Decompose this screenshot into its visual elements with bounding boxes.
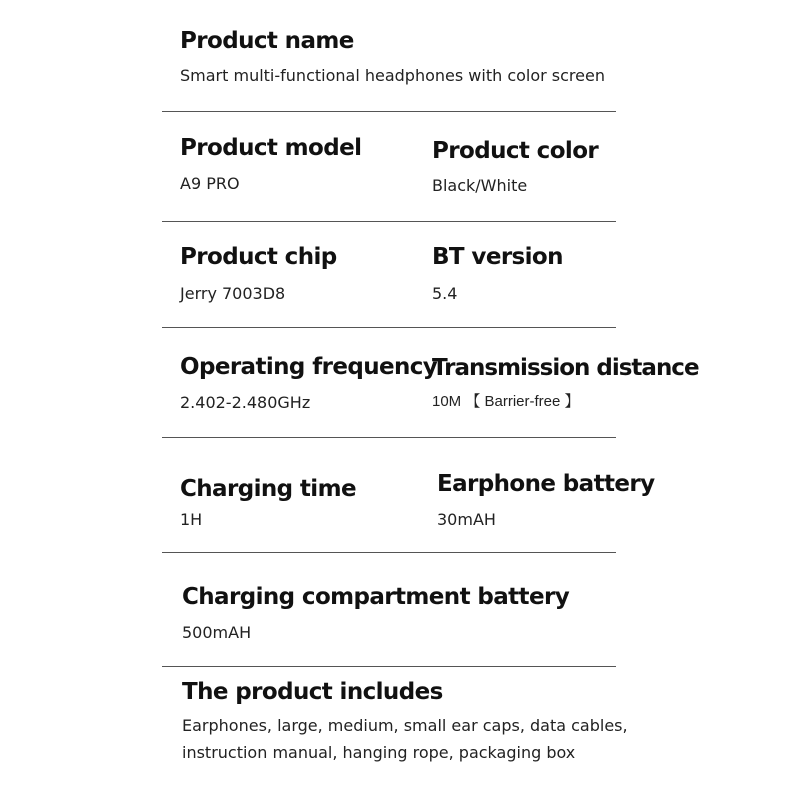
product-name-value: Smart multi-functional headphones with color screen <box>180 66 605 85</box>
product-color-label: Product color <box>432 138 599 164</box>
product-chip-value: Jerry 7003D8 <box>180 284 286 303</box>
earphone-battery-label: Earphone battery <box>437 471 655 497</box>
divider <box>162 221 616 222</box>
product-name-label: Product name <box>180 28 354 54</box>
charging-compartment-battery-value: 500mAH <box>182 623 252 642</box>
divider <box>162 437 616 438</box>
charging-time-label: Charging time <box>180 476 356 502</box>
divider <box>162 327 616 328</box>
product-color-value: Black/White <box>432 176 528 195</box>
divider <box>162 111 616 112</box>
charging-time-value: 1H <box>180 510 203 529</box>
earphone-battery-value: 30mAH <box>437 510 496 529</box>
operating-frequency-value: 2.402-2.480GHz <box>180 393 311 412</box>
charging-compartment-battery-label: Charging compartment battery <box>182 584 570 610</box>
product-chip-label: Product chip <box>180 244 337 270</box>
bt-version-label: BT version <box>432 244 563 270</box>
divider <box>162 666 616 667</box>
product-model-value: A9 PRO <box>180 174 240 193</box>
operating-frequency-label: Operating frequency <box>180 354 438 380</box>
divider <box>162 552 616 553</box>
transmission-distance-value: 10M 【 Barrier-free 】 <box>432 393 580 410</box>
product-model-label: Product model <box>180 135 362 161</box>
product-includes-label: The product includes <box>182 679 443 705</box>
bt-version-value: 5.4 <box>432 284 458 303</box>
product-includes-line: Earphones, large, medium, small ear caps, data cables, <box>182 716 628 735</box>
product-includes-line: instruction manual, hanging rope, packaging box <box>182 743 576 762</box>
transmission-distance-label: Transmission distance <box>432 355 699 381</box>
